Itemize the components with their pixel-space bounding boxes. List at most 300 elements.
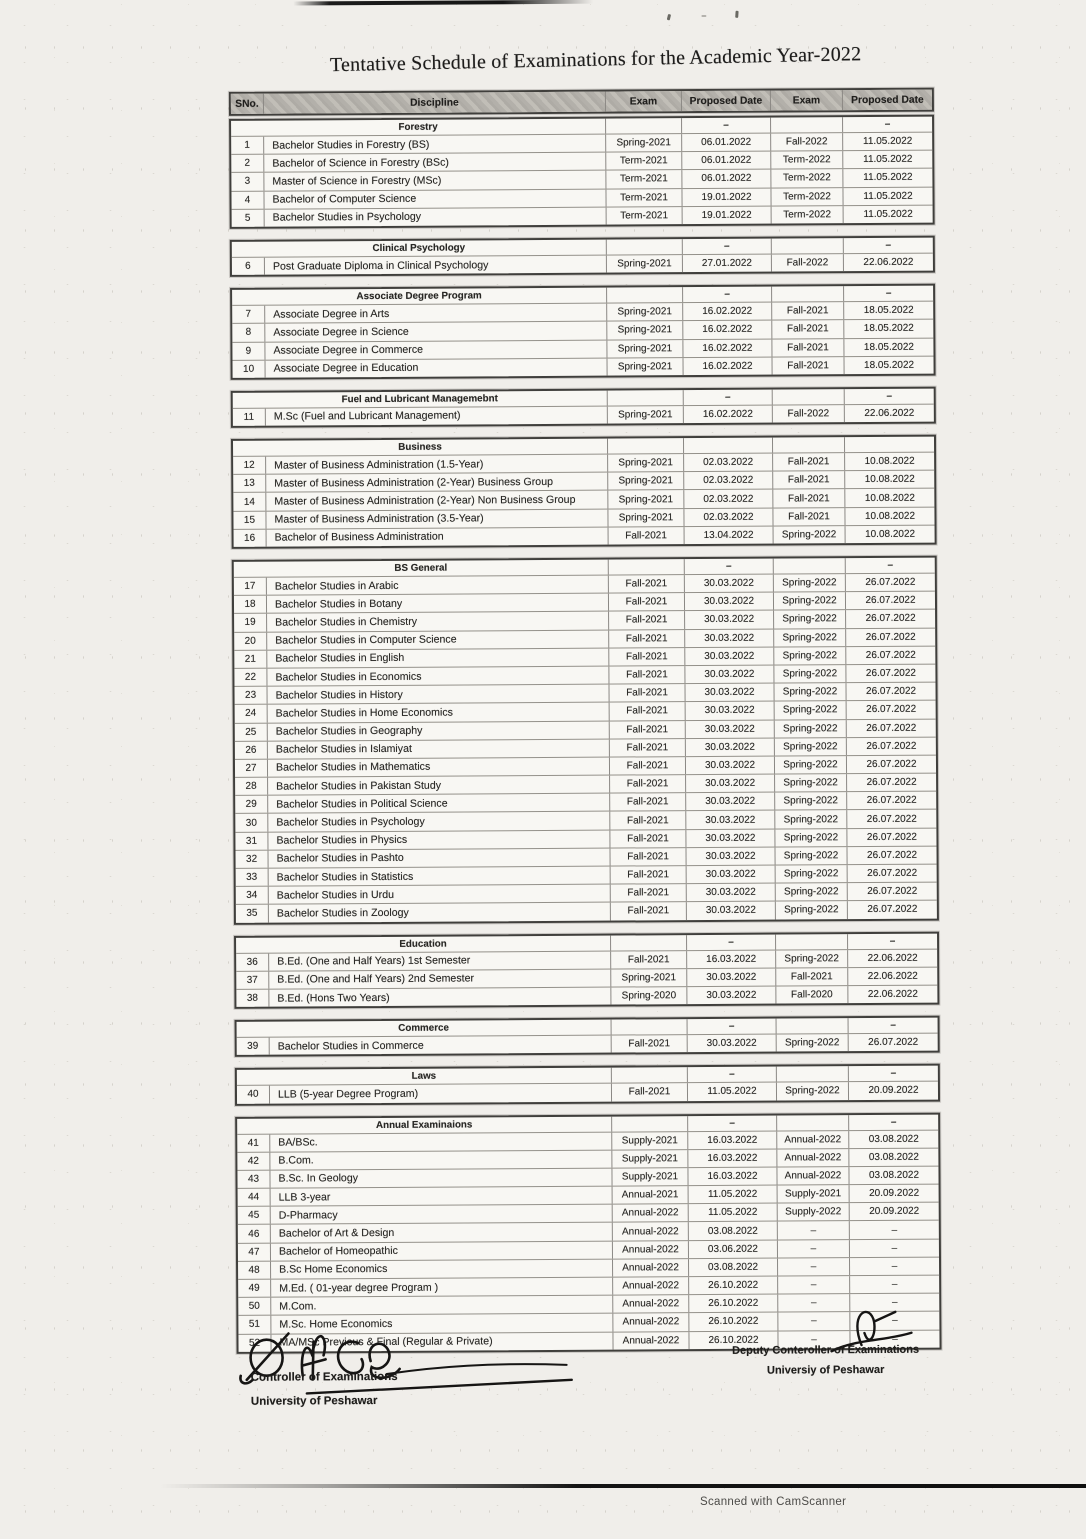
date2-cell: 20.09.2022 xyxy=(849,1203,939,1221)
serial-number-cell: 20 xyxy=(244,635,256,647)
exam2-cell: Term-2022 xyxy=(771,206,843,224)
exam1-cell: Annual-2022 xyxy=(612,1204,688,1222)
date2-cell: 03.08.2022 xyxy=(848,1148,938,1166)
exam2-cell: Fall-2022 xyxy=(771,254,843,272)
serial-number-cell: 29 xyxy=(245,799,257,811)
empty-cell xyxy=(771,286,843,301)
section-clinical-psychology xyxy=(230,236,935,277)
exam1-cell: Annual-2022 xyxy=(612,1295,688,1313)
serial-number-cell: 11 xyxy=(243,411,255,423)
date1-cell: 30.03.2022 xyxy=(684,575,773,593)
date2-cell: 20.09.2022 xyxy=(849,1185,939,1203)
date2-cell: 11.05.2022 xyxy=(843,205,933,223)
section-fuel-and-lubricant-managemebnt xyxy=(231,386,936,427)
discipline-cell: Bachelor Studies in Pakistan Study xyxy=(267,776,609,795)
serial-number-cell: 42 xyxy=(247,1155,259,1167)
date1-cell: 03.06.2022 xyxy=(688,1240,777,1258)
section-title: Clinical Psychology xyxy=(372,242,466,254)
empty-cell xyxy=(611,1019,687,1034)
date1-cell: 11.05.2022 xyxy=(688,1186,777,1204)
date2-cell: 26.07.2022 xyxy=(846,810,936,828)
dash-cell: – xyxy=(848,1066,938,1082)
date1-cell: 30.03.2022 xyxy=(685,847,774,865)
discipline-cell: Bachelor Studies in Psychology xyxy=(264,207,606,226)
date1-cell: 02.03.2022 xyxy=(683,508,772,526)
discipline-cell: B.Ed. (One and Half Years) 1st Semester xyxy=(268,951,610,970)
exam1-cell: Fall-2021 xyxy=(608,666,684,684)
date2-cell: 18.05.2022 xyxy=(843,320,933,338)
serial-number-cell: 18 xyxy=(244,599,256,611)
serial-number-cell: 49 xyxy=(248,1282,260,1294)
exam2-cell: Spring-2022 xyxy=(776,1082,848,1100)
exam1-cell: Spring-2021 xyxy=(606,255,682,273)
exam2-cell: Spring-2022 xyxy=(774,829,846,847)
serial-number-cell: 1 xyxy=(244,139,251,151)
discipline-cell: Bachelor of Homeopathic xyxy=(270,1241,612,1260)
date1-cell: 16.03.2022 xyxy=(687,1149,776,1167)
exam1-cell: Fall-2021 xyxy=(609,775,685,793)
date1-cell: 13.04.2022 xyxy=(684,526,773,544)
column-header: Exam xyxy=(770,90,842,110)
date1-cell: 30.03.2022 xyxy=(685,720,774,738)
exam-schedule-table xyxy=(229,88,942,1365)
exam1-cell: Term-2021 xyxy=(605,171,681,189)
exam1-cell: Fall-2021 xyxy=(611,1083,687,1101)
date2-cell: 11.05.2022 xyxy=(842,187,932,205)
serial-number-cell: 6 xyxy=(245,260,251,272)
discipline-cell: Bachelor of Computer Science xyxy=(263,189,605,208)
exam2-cell: Spring-2022 xyxy=(774,756,846,774)
exam1-cell: Fall-2021 xyxy=(608,612,684,630)
empty-cell xyxy=(772,437,844,452)
discipline-cell: B.Com. xyxy=(269,1150,611,1169)
exam2-cell: Spring-2022 xyxy=(776,1034,848,1052)
exam2-cell: Fall-2021 xyxy=(771,357,843,375)
date1-cell: 19.01.2022 xyxy=(682,206,771,224)
date2-cell: 10.08.2022 xyxy=(844,507,934,525)
exam1-cell: Fall-2021 xyxy=(608,593,684,611)
date2-cell: 26.07.2022 xyxy=(846,701,936,719)
exam1-cell: Fall-2021 xyxy=(608,527,684,545)
exam2-cell: Fall-2020 xyxy=(775,986,847,1004)
discipline-cell: Bachelor Studies in Commerce xyxy=(269,1036,611,1055)
discipline-cell: BA/BSc. xyxy=(269,1132,611,1151)
date1-cell: 30.03.2022 xyxy=(684,684,773,702)
discipline-cell: Bachelor of Art & Design xyxy=(270,1223,612,1242)
exam2-cell: Spring-2022 xyxy=(773,611,845,629)
exam1-cell: Supply-2021 xyxy=(611,1168,687,1186)
section-title: BS General xyxy=(394,562,448,574)
exam2-cell: – xyxy=(777,1240,849,1258)
exam1-cell: Fall-2021 xyxy=(610,903,686,921)
discipline-cell: Master of Business Administration (3.5-Year) xyxy=(265,509,607,528)
section-laws xyxy=(235,1064,940,1105)
exam1-cell: Term-2021 xyxy=(606,207,682,225)
empty-cell xyxy=(606,239,682,254)
date1-cell: 11.05.2022 xyxy=(688,1204,777,1222)
discipline-cell: Bachelor Studies in Computer Science xyxy=(266,630,608,649)
date2-cell: 26.07.2022 xyxy=(845,574,935,592)
date2-cell: 22.06.2022 xyxy=(844,404,934,422)
date2-cell: 11.05.2022 xyxy=(842,169,932,187)
exam1-cell: Supply-2021 xyxy=(611,1132,687,1150)
dash-cell: – xyxy=(845,558,935,574)
exam2-cell: Spring-2022 xyxy=(773,574,845,592)
date2-cell: 10.08.2022 xyxy=(844,453,934,471)
exam2-cell: Spring-2022 xyxy=(775,865,847,883)
exam2-cell: Fall-2021 xyxy=(772,490,844,508)
exam2-cell: – xyxy=(777,1331,849,1349)
dash-cell: – xyxy=(848,1018,938,1034)
discipline-cell: Post Graduate Diploma in Clinical Psychology xyxy=(264,256,606,275)
exam2-cell: Annual-2022 xyxy=(776,1149,848,1167)
discipline-cell: D-Pharmacy xyxy=(270,1205,612,1224)
serial-number-cell: 37 xyxy=(246,974,258,986)
exam2-cell: Fall-2022 xyxy=(770,133,842,151)
date2-cell: – xyxy=(849,1294,939,1312)
date2-cell: 18.05.2022 xyxy=(843,356,933,374)
controller-title: Controller of Examinations xyxy=(250,1370,398,1384)
date2-cell: 10.08.2022 xyxy=(844,471,934,489)
column-header: Discipline xyxy=(263,92,605,114)
serial-number-cell: 35 xyxy=(246,908,258,920)
date2-cell: 26.07.2022 xyxy=(847,865,937,883)
exam1-cell: Supply-2021 xyxy=(611,1150,687,1168)
date2-cell: 22.06.2022 xyxy=(847,967,937,985)
date1-cell: 26.10.2022 xyxy=(688,1331,777,1349)
date2-cell: 11.05.2022 xyxy=(842,151,932,169)
serial-number-cell: 10 xyxy=(242,363,255,375)
date1-cell: 02.03.2022 xyxy=(683,454,772,472)
discipline-cell: M.Ed. ( 01-year degree Program ) xyxy=(270,1278,612,1297)
discipline-cell: Associate Degree in Arts xyxy=(264,304,606,323)
serial-number-cell: 13 xyxy=(243,478,255,490)
serial-number-cell: 33 xyxy=(246,871,258,883)
date1-cell: 30.03.2022 xyxy=(684,629,773,647)
date1-cell: 16.03.2022 xyxy=(687,1131,776,1149)
date2-cell: 26.07.2022 xyxy=(845,628,935,646)
section-associate-degree-program xyxy=(230,284,936,380)
serial-number-cell: 47 xyxy=(248,1246,260,1258)
empty-cell xyxy=(611,1067,687,1082)
discipline-cell: Master of Science in Forestry (MSc) xyxy=(263,171,605,190)
exam1-cell: Annual-2022 xyxy=(612,1241,688,1259)
date2-cell: 03.08.2022 xyxy=(848,1130,938,1148)
exam2-cell: Fall-2021 xyxy=(771,320,843,338)
dash-cell: – xyxy=(843,238,933,254)
date2-cell: 18.05.2022 xyxy=(843,302,933,320)
date1-cell: 16.02.2022 xyxy=(682,321,771,339)
date1-cell: 16.02.2022 xyxy=(682,303,771,321)
exam2-cell: Spring-2022 xyxy=(774,811,846,829)
date1-cell: 30.03.2022 xyxy=(686,884,775,902)
exam2-cell: Spring-2022 xyxy=(774,720,846,738)
discipline-cell: Bachelor Studies in Zoology xyxy=(268,903,610,922)
empty-cell xyxy=(607,390,683,405)
section-commerce xyxy=(235,1016,940,1057)
discipline-cell: M.Com. xyxy=(270,1296,612,1315)
serial-number-cell: 23 xyxy=(244,689,257,702)
dash-cell: – xyxy=(684,559,773,575)
exam1-cell: Fall-2021 xyxy=(608,630,684,648)
date1-cell: 26.10.2022 xyxy=(688,1313,777,1331)
discipline-cell: Bachelor Studies in Urdu xyxy=(268,885,610,904)
discipline-cell: Bachelor Studies in Chemistry xyxy=(266,612,608,631)
exam1-cell: Spring-2021 xyxy=(605,134,681,152)
empty-cell xyxy=(776,1018,848,1033)
exam1-cell: Annual-2021 xyxy=(612,1186,688,1204)
section-title: Education xyxy=(399,938,447,950)
date1-cell: 27.01.2022 xyxy=(682,255,771,273)
date2-cell: 26.07.2022 xyxy=(846,828,936,846)
date1-cell: 30.03.2022 xyxy=(686,987,775,1005)
exam2-cell: Term-2022 xyxy=(770,188,842,206)
controller-university: University of Peshawar xyxy=(250,1395,378,1408)
discipline-cell: Bachelor Studies in Psychology xyxy=(267,812,609,831)
serial-number-cell: 34 xyxy=(246,890,258,902)
section-title: Commerce xyxy=(398,1022,449,1035)
serial-number-cell: 7 xyxy=(245,308,252,321)
discipline-cell: Bachelor Studies in Arabic xyxy=(266,576,608,595)
empty-cell xyxy=(606,287,682,302)
exam2-cell: Fall-2021 xyxy=(772,453,844,471)
serial-number-cell: 16 xyxy=(243,532,256,544)
exam2-cell: Spring-2022 xyxy=(773,665,845,683)
exam1-cell: Annual-2022 xyxy=(612,1259,688,1277)
serial-number-cell: 2 xyxy=(244,158,251,170)
section-title: Annual Examinaions xyxy=(375,1118,473,1131)
discipline-cell: B.Sc Home Economics xyxy=(270,1259,612,1278)
section-education xyxy=(234,931,939,1009)
date1-cell: 30.03.2022 xyxy=(684,647,773,665)
empty-cell xyxy=(773,558,845,573)
date1-cell: 30.03.2022 xyxy=(686,968,775,986)
serial-number-cell: 27 xyxy=(245,762,257,774)
date2-cell: 10.08.2022 xyxy=(844,489,934,507)
deputy-university: Universiy of Peshawar xyxy=(766,1363,885,1377)
exam1-cell: Spring-2021 xyxy=(607,509,683,527)
exam2-cell: Spring-2022 xyxy=(774,738,846,756)
empty-cell xyxy=(771,238,843,253)
serial-number-cell: 24 xyxy=(245,708,257,720)
date2-cell: 26.07.2022 xyxy=(846,774,936,792)
section-forestry xyxy=(229,115,935,229)
header-row xyxy=(231,90,932,114)
exam1-cell: Fall-2021 xyxy=(609,739,685,757)
dash-cell: – xyxy=(844,388,934,404)
dash-cell: – xyxy=(687,1067,776,1083)
date1-cell: 30.03.2022 xyxy=(684,611,773,629)
exam1-cell: Spring-2020 xyxy=(610,987,686,1005)
date1-cell: 30.03.2022 xyxy=(685,829,774,847)
date1-cell: 02.03.2022 xyxy=(683,490,772,508)
exam2-cell: Fall-2021 xyxy=(775,968,847,986)
dash-cell: – xyxy=(843,286,933,302)
discipline-cell: Master of Business Administration (1.5-Year) xyxy=(265,455,607,474)
discipline-cell: M.Sc (Fuel and Lubricant Management) xyxy=(265,406,607,425)
date1-cell: 30.03.2022 xyxy=(685,756,774,774)
serial-number-cell: 19 xyxy=(244,617,256,629)
empty-cell xyxy=(776,1066,848,1081)
date1-cell: 03.08.2022 xyxy=(688,1222,777,1240)
exam2-cell: Fall-2021 xyxy=(772,471,844,489)
exam2-cell: Spring-2022 xyxy=(774,774,846,792)
date1-cell: 11.05.2022 xyxy=(687,1083,776,1101)
dash-cell: – xyxy=(687,1019,776,1035)
date1-cell: 03.08.2022 xyxy=(688,1258,777,1276)
discipline-cell: Bachelor of Science in Forestry (BSc) xyxy=(263,153,605,172)
exam2-cell: Spring-2022 xyxy=(774,847,846,865)
exam2-cell: Annual-2022 xyxy=(776,1167,848,1185)
table-header xyxy=(229,88,934,116)
date2-cell: 26.07.2022 xyxy=(845,592,935,610)
date2-cell: 22.06.2022 xyxy=(847,949,937,967)
empty-cell xyxy=(605,118,681,133)
exam1-cell: Annual-2022 xyxy=(612,1277,688,1295)
discipline-cell: LLB (5-year Degree Program) xyxy=(269,1084,611,1103)
date1-cell: 30.03.2022 xyxy=(684,666,773,684)
date1-cell: 30.03.2022 xyxy=(684,593,773,611)
discipline-cell: Associate Degree in Commerce xyxy=(264,340,606,359)
exam2-cell: Supply-2021 xyxy=(777,1185,849,1203)
date2-cell: 10.08.2022 xyxy=(845,525,935,543)
dash-cell xyxy=(683,438,772,454)
section-bs-general xyxy=(232,556,939,925)
serial-number-cell: 21 xyxy=(244,653,256,665)
section-business xyxy=(231,435,937,549)
date2-cell: 26.07.2022 xyxy=(846,792,936,810)
dash-cell: – xyxy=(686,934,775,950)
date2-cell: 26.07.2022 xyxy=(845,610,935,628)
exam1-cell: Spring-2021 xyxy=(607,454,683,472)
discipline-cell: Bachelor Studies in Political Science xyxy=(267,794,609,813)
discipline-cell: B.Ed. (Hons Two Years) xyxy=(268,988,610,1007)
exam2-cell: Spring-2022 xyxy=(773,526,845,544)
exam1-cell: Fall-2021 xyxy=(608,575,684,593)
date2-cell: 26.07.2022 xyxy=(845,665,935,683)
date1-cell: 30.03.2022 xyxy=(685,702,774,720)
dash-cell: – xyxy=(683,389,772,405)
serial-number-cell: 28 xyxy=(245,780,257,792)
serial-number-cell: 9 xyxy=(245,345,252,357)
date2-cell: 18.05.2022 xyxy=(843,338,933,356)
date2-cell: – xyxy=(849,1257,939,1275)
exam2-cell: Spring-2022 xyxy=(773,647,845,665)
date2-cell: 26.07.2022 xyxy=(847,883,937,901)
dash-cell: – xyxy=(847,933,937,949)
dash-cell: – xyxy=(681,118,770,134)
serial-number-cell: 38 xyxy=(246,992,258,1004)
dash-cell: – xyxy=(687,1115,776,1131)
date2-cell: – xyxy=(849,1330,939,1348)
exam1-cell: Fall-2021 xyxy=(610,866,686,884)
discipline-cell: Bachelor Studies in Home Economics xyxy=(267,703,609,722)
discipline-cell: Bachelor Studies in Mathematics xyxy=(267,757,609,776)
empty-cell xyxy=(770,117,842,132)
dash-cell: – xyxy=(848,1114,938,1130)
date2-cell: 26.07.2022 xyxy=(847,901,937,919)
exam1-cell: Spring-2021 xyxy=(607,491,683,509)
empty-cell xyxy=(772,389,844,404)
date1-cell: 06.01.2022 xyxy=(681,170,770,188)
exam1-cell: Annual-2022 xyxy=(612,1313,688,1331)
scan-artifact-top-line xyxy=(293,0,593,6)
serial-number-cell: 48 xyxy=(248,1264,260,1276)
date2-cell: – xyxy=(849,1312,939,1330)
discipline-cell: Master of Business Administration (2-Year) Business Group xyxy=(265,473,607,492)
dash-cell: – xyxy=(842,117,932,133)
date1-cell: 06.01.2022 xyxy=(681,152,770,170)
discipline-cell: Bachelor of Business Administration xyxy=(266,527,608,546)
scan-artifact-bottom-line xyxy=(160,1484,1086,1488)
empty-cell xyxy=(610,935,686,950)
column-header: Exam xyxy=(605,91,681,111)
exam2-cell: Spring-2022 xyxy=(775,883,847,901)
exam1-cell: Term-2021 xyxy=(605,152,681,170)
serial-number-cell: 22 xyxy=(244,671,257,683)
serial-number-cell: 52 xyxy=(248,1337,261,1349)
exam2-cell: Spring-2022 xyxy=(773,592,845,610)
serial-number-cell: 45 xyxy=(248,1210,260,1222)
exam1-cell: Spring-2021 xyxy=(606,340,682,358)
discipline-cell: Bachelor Studies in English xyxy=(266,648,608,667)
serial-number-cell: 31 xyxy=(245,835,258,847)
exam1-cell: Annual-2022 xyxy=(612,1223,688,1241)
section-annual-examinaions xyxy=(235,1112,941,1354)
date2-cell: 26.07.2022 xyxy=(845,683,935,701)
discipline-cell: Associate Degree in Education xyxy=(265,358,607,377)
serial-number-cell: 12 xyxy=(243,459,255,471)
discipline-cell: Master of Business Administration (2-Year) Non Business Group xyxy=(265,491,607,510)
dash-cell: – xyxy=(682,239,771,255)
date2-cell: 26.07.2022 xyxy=(846,755,936,773)
exam1-cell: Spring-2021 xyxy=(607,406,683,424)
discipline-cell: Bachelor Studies in Forestry (BS) xyxy=(263,135,605,154)
date2-cell: – xyxy=(849,1276,939,1294)
discipline-cell: MA/MSc Previous & Final (Regular & Private) xyxy=(270,1332,612,1351)
date1-cell: 30.03.2022 xyxy=(685,811,774,829)
empty-cell xyxy=(608,559,684,574)
exam1-cell: Fall-2021 xyxy=(609,793,685,811)
exam1-cell: Fall-2021 xyxy=(609,702,685,720)
column-header: Proposed Date xyxy=(842,90,932,111)
discipline-cell: B.Ed. (One and Half Years) 2nd Semester xyxy=(268,969,610,988)
column-header: Proposed Date xyxy=(681,91,770,112)
dash-cell: – xyxy=(682,287,771,303)
exam1-cell: Term-2021 xyxy=(605,189,681,207)
date1-cell: 19.01.2022 xyxy=(681,188,770,206)
deputy-title: Deputy Conteroller of Examinations xyxy=(732,1343,920,1357)
serial-number-cell: 40 xyxy=(247,1089,259,1101)
empty-cell xyxy=(607,438,683,453)
exam2-cell: – xyxy=(777,1222,849,1240)
exam1-cell: Fall-2021 xyxy=(609,757,685,775)
exam2-cell: Fall-2022 xyxy=(772,405,844,423)
serial-number-cell: 41 xyxy=(247,1137,259,1149)
discipline-cell: Bachelor Studies in Islamiyat xyxy=(267,739,609,758)
date2-cell: 26.07.2022 xyxy=(846,737,936,755)
scan-speck xyxy=(701,15,706,17)
date1-cell: 30.03.2022 xyxy=(685,793,774,811)
exam1-cell: Fall-2021 xyxy=(609,848,685,866)
exam1-cell: Fall-2021 xyxy=(609,721,685,739)
serial-number-cell: 8 xyxy=(245,327,252,339)
exam1-cell: Spring-2021 xyxy=(606,358,682,376)
page-title: Tentative Schedule of Examinations for the Academic Year-2022 xyxy=(329,43,862,77)
discipline-cell: Bachelor Studies in Geography xyxy=(267,721,609,740)
exam2-cell: Fall-2021 xyxy=(771,302,843,320)
exam1-cell: Fall-2021 xyxy=(611,1035,687,1053)
